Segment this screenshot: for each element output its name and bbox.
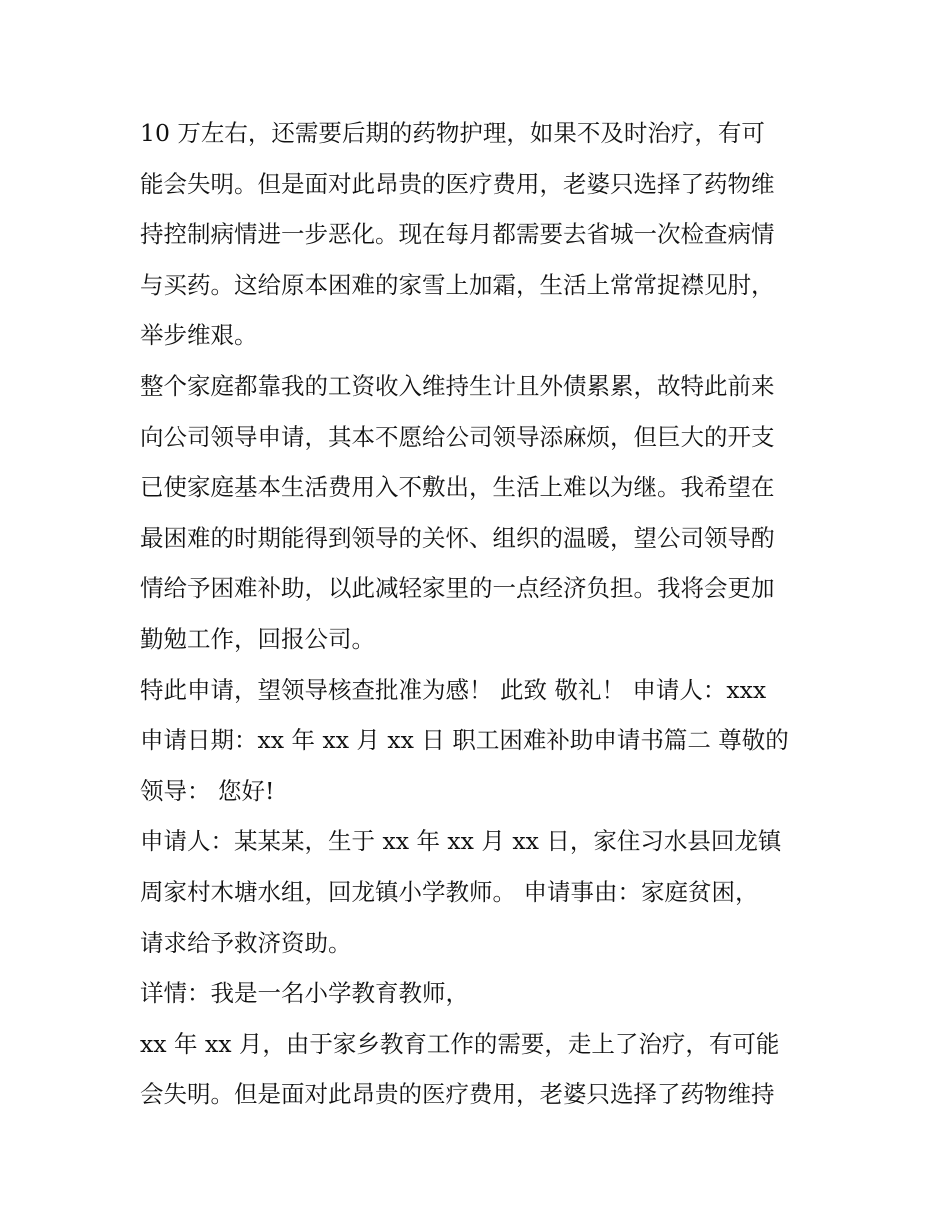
- text-line: 最困难的时期能得到领导的关怀、组织的温暖，望公司领导酌: [140, 523, 775, 552]
- text-line: 举步维艰。: [140, 321, 258, 350]
- text-line: 能会失明。但是面对此昂贵的医疗费用，老婆只选择了药物维: [140, 169, 775, 198]
- text-line: 持控制病情进一步恶化。现在每月都需要去省城一次检查病情: [140, 220, 775, 249]
- document-body: [140, 108, 820, 1120]
- text-line: 会失明。但是面对此昂贵的医疗费用，老婆只选择了药物维持: [140, 1080, 775, 1109]
- text-line: 整个家庭都靠我的工资收入维持生计且外债累累，故特此前来: [140, 371, 775, 400]
- text-line: 情给予困难补助，以此减轻家里的一点经济负担。我将会更加: [140, 574, 775, 603]
- text-line: 已使家庭基本生活费用入不敷出，生活上难以为继。我希望在: [140, 473, 775, 502]
- text-line: 向公司领导申请，其本不愿给公司领导添麻烦，但巨大的开支: [140, 422, 775, 451]
- text-line: 申请人：某某某，生于 xx 年 xx 月 xx 日，家住习水县回龙镇: [140, 827, 782, 856]
- text-line: 勤勉工作，回报公司。: [140, 624, 375, 653]
- text-line: 周家村木塘水组，回龙镇小学教师。 申请事由：家庭贫困，: [140, 877, 759, 906]
- text-line: 领导： 您好!: [140, 776, 275, 805]
- text-line: 请求给予救济资助。: [140, 928, 352, 957]
- text-line: 详情：我是一名小学教育教师，: [140, 979, 469, 1008]
- text-line: 特此申请，望领导核查批准为感！ 此致 敬礼！ 申请人：xxx: [140, 675, 767, 704]
- text-line: xx 年 xx 月，由于家乡教育工作的需要，走上了治疗，有可能: [140, 1029, 780, 1058]
- text-line: 10 万左右，还需要后期的药物护理，如果不及时治疗，有可: [140, 119, 765, 147]
- text-line: 申请日期：xx 年 xx 月 xx 日 职工困难补助申请书篇二 尊敬的: [140, 726, 789, 755]
- text-line: 与买药。这给原本困难的家雪上加霜，生活上常常捉襟见肘，: [140, 270, 775, 299]
